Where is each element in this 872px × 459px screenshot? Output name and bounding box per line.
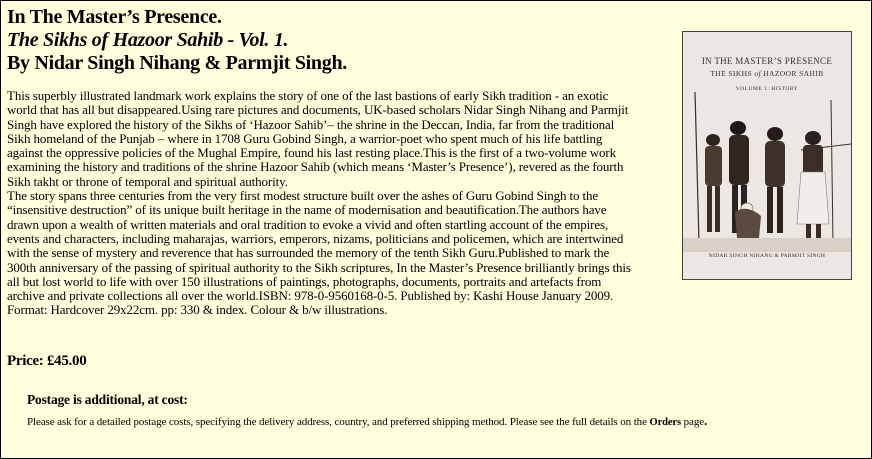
postage-text-suffix: page xyxy=(680,416,704,428)
cover-authors: NIDAR SINGH NIHANG & PARMJIT SINGH xyxy=(708,253,826,259)
cover-title: IN THE MASTER’S PRESENCE xyxy=(701,56,833,66)
cover-volume: VOLUME 1: HISTORY xyxy=(735,86,799,92)
book-title: In The Master’s Presence. xyxy=(7,6,222,28)
description-paragraph-1: This superbly illustrated landmark work explains the story of one of the last bastions of early Sikh tradition - an exotic world that has all but disappeared.Using rare pictures and documents, UK-based scholars Nidar Singh Nihang and Parmjit Singh have explored the history of the Sikhs of ‘Hazoor Sahib’– the shrine in the Deccan, India, far from the traditional Sikh homeland of the Punjab – where in 1708 Guru Gobind Singh, a warrior-poet who spent much of his life battling against the oppressive policies of the Mughal Empire, found his last resting place.This is the first of a two-volume work examining the history and traditions of the shrine Hazoor Sahib (which means ‘Master’s Presence’), revered as the fourth Sikh takht or throne of temporal and spiritual authority. xyxy=(7,88,629,189)
book-price: Price: £45.00 xyxy=(7,353,87,369)
orders-link[interactable]: Orders xyxy=(649,417,681,428)
book-subtitle: The Sikhs of Hazoor Sahib - Vol. 1. xyxy=(7,29,289,51)
cover-subtitle xyxy=(683,69,851,78)
book-description xyxy=(7,89,632,318)
book-authors: By Nidar Singh Nihang & Parmjit Singh. xyxy=(7,52,347,74)
cover-photo xyxy=(683,92,851,252)
description-paragraph-2: The story spans three centuries from the very first modest structure built over the ashes of Guru Gobind Singh to the “insensitive destruction” of its unique built heritage in the name of modernisation and beautification.The authors have drawn upon a wealth of written materials and oral tradition to evoke a vivid and often startling account of the empires, events and characters, including maharajas, warriors, emperors, nizams, politicians and policemen, which are intertwined with the sense of mystery and reverence that has surrounded the memory of the tenth Sikh Guru.Published to mark the 300th anniversary of the passing of spiritual authority to the Sikh scriptures, In the Master’s Presence brilliantly brings this all but lost world to life with over 150 illustrations of paintings, photographs, documents, portraits and artefacts from archive and private collections all over the world.ISBN: 978-0-9560168-0-5. Published by: Kashi House January 2009. Format: Hardcover 29x22cm. pp: 330 & index. Colour & b/w illustrations. xyxy=(7,188,631,318)
book-header xyxy=(7,6,347,75)
postage-title: Postage is additional, at cost: xyxy=(27,392,188,407)
cover-subtitle-b: HAZOOR SAHIB xyxy=(760,69,824,78)
postage-text-dot: . xyxy=(704,413,708,428)
cover-subtitle-a: THE SIKHS xyxy=(710,69,755,78)
cover-subtitle-of: of xyxy=(754,69,761,78)
postage-text-body: Please ask for a detailed postage costs, specifying the delivery address, country, and preferred shipping method. Please see the full details on the xyxy=(27,416,650,428)
book-cover-image xyxy=(682,31,852,280)
postage-text xyxy=(27,413,707,429)
